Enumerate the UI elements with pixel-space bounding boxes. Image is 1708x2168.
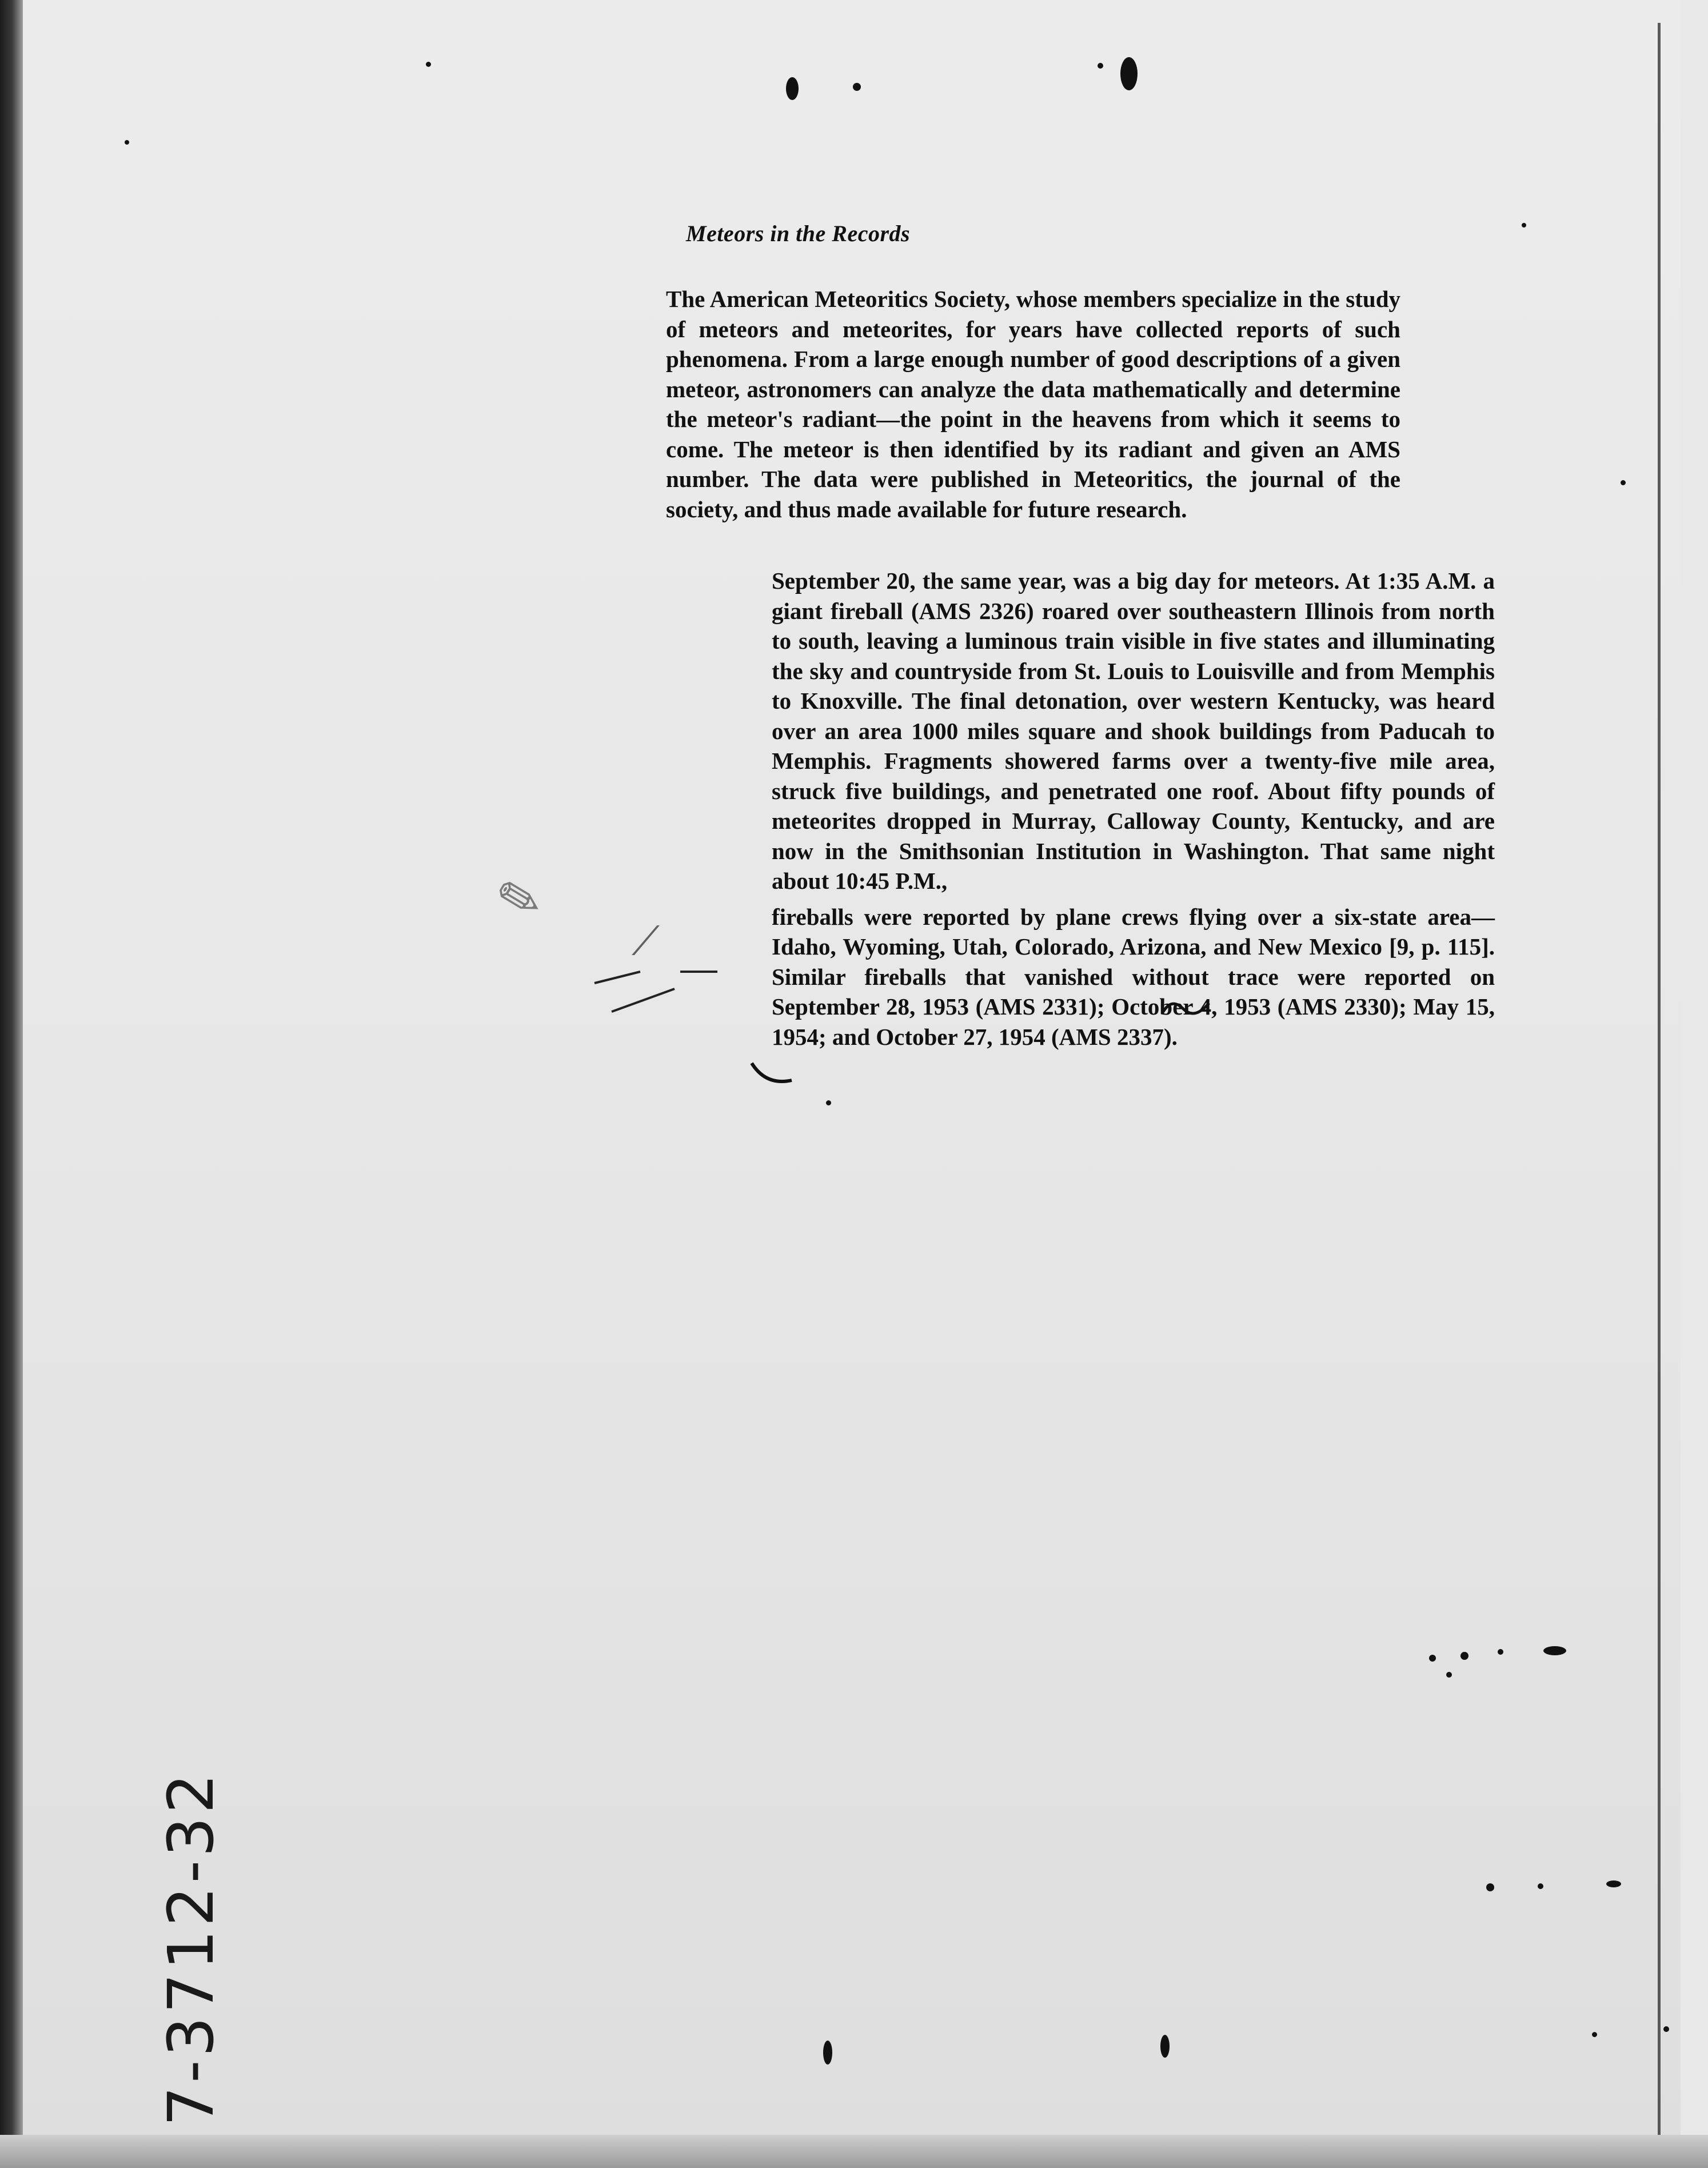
handwritten-bracket-mark: ⟋ [632,917,660,964]
scan-speck [1663,2026,1669,2032]
scan-speck [125,140,129,145]
scan-speck [1592,2032,1597,2037]
paragraph-1: The American Meteoritics Society, whose members specialize in the study of meteors and meteorites, for years have collected reports of such phenomena. From a large enough number of good descriptions of a given meteor, astronomers can analyze the data mathematically and determine the meteor's radiant—the point in the heavens from which it seems to come. The meteor is then identified by its radiant and given an AMS number. The data were published in Meteoritics, the journal of the society, and thus made available for future research. [666,286,1400,522]
correction-mark [1160,995,1212,1023]
pencil-strokes [589,949,720,1017]
scan-speck [853,83,861,91]
handwritten-file-number: 7-3712-32 [154,1770,228,2126]
scan-speck [1429,1655,1436,1662]
paragraph-gap [772,896,1495,902]
scan-speck [826,1100,831,1105]
paragraph-2-part-1: September 20, the same year, was a big day for meteors. At 1:35 A.M. a giant fireball (AMS 2326) roared over southeastern Illinois from north to south, leaving a luminous train visible in five states and illuminating the sky and countryside from St. Louis to Louisville and from Memphis to Knoxville. The final detonation, over western Kentucky, was heard over an area 1000 miles square and shook buildings from Paducah to Memphis. Fragments showered farms over a twenty-five mile area, struck five buildings, and penetrated one roof. About fifty pounds of meteorites dropped in Murray, Calloway County, Kentucky, and are now in the Smithsonian Institution in Washington. That same night about 10:45 P.M., [772,568,1495,894]
scan-speck [1460,1652,1468,1660]
scan-speck [1543,1646,1566,1655]
scan-speck [1446,1672,1452,1678]
scan-right-rule [1658,23,1661,2138]
checkmark-swoosh [749,1057,795,1092]
scan-speck [1498,1649,1503,1655]
scan-speck [426,62,431,67]
section-heading: Meteors in the Records [686,221,911,246]
scan-speck [786,77,799,100]
scan-speck [1120,57,1138,90]
scan-speck [1538,1883,1543,1889]
scan-speck [823,2041,832,2065]
paragraph-2-part-2: fireballs were reported by plane crews flying over a six-state area—Idaho, Wyoming, Utah, Colorado, Arizona, and New Mexico [9, p. 115]. Similar fireballs that vanished without trace were reported on September 28, 1953 (AMS 2331); October 4, 1953 (AMS 2330); May 15, 1954; and October 27, 1954 (AMS 2337). [772,903,1495,1050]
scan-speck [1486,1883,1494,1891]
scan-bottom-edge [0,2135,1708,2168]
paragraph-2 [772,566,1495,1052]
scan-speck [1606,1880,1621,1887]
scan-speck [1160,2035,1170,2058]
scan-speck [1098,63,1103,69]
scan-speck [1621,480,1626,485]
handwritten-scribble: ✎ [490,864,548,935]
scan-speck [1522,223,1526,227]
